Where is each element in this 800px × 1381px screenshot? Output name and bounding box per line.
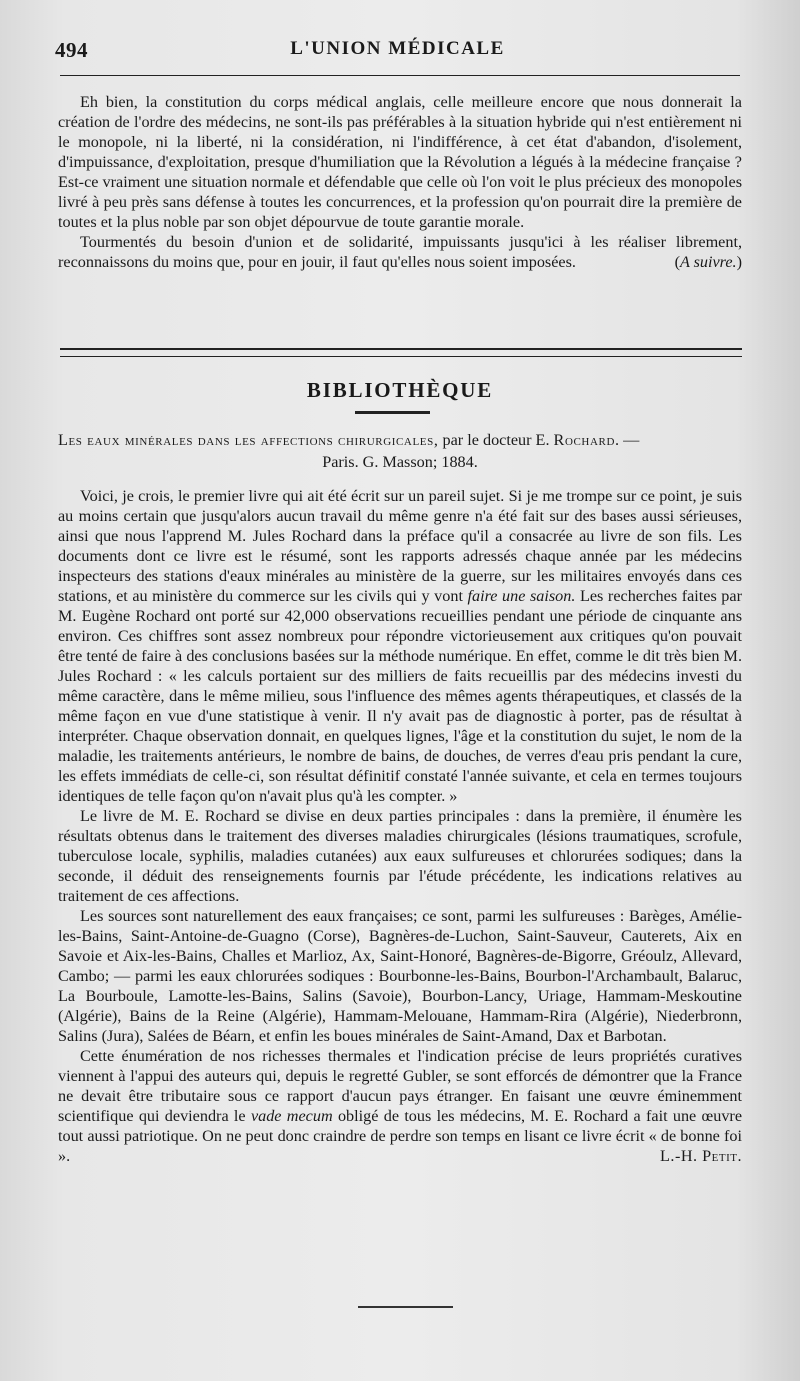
section-title: BIBLIOTHÈQUE [306,378,494,402]
book-title: Les eaux minérales dans les affections chirurgicales, [58,431,439,449]
header-rule [60,75,740,76]
book-citation [58,430,742,472]
to-be-continued-note: (A suivre.) [674,253,742,271]
review-paragraph: Le livre de M. E. Rochard se divise en deux parties principales : dans la première, il énumère les résultats obtenus dans le traitement des diverses maladies chirurgicales (lésions traumatiques, scrofule, tuberculose locale, syphilis, maladies cutanées) aux eaux sulfureuses et chlorurées sodiques; dans la seconde, il déduit des renseignements fournis par l'étude précédente, les indications relatives au traitement de ces affections. [58,807,742,905]
citation-line-1: Les eaux minérales dans les affections chirurgicales, par le docteur E. Rochard. — [58,431,640,449]
page-header [55,38,740,68]
review-paragraph: Voici, je crois, le premier livre qui ait été écrit sur un pareil sujet. Si je me trompe sur ce point, je suis au moins certain que jusqu'alors aucun travail du même genre n'a été fait sur des bases aussi sérieuses, ainsi que nous l'apprend M. Jules Rochard dans la préface qu'il a consacrée au livre de son fils. Les documents dont ce livre est le résumé, sont les rapports adressés chaque année par les médecins inspecteurs des stations d'eaux minérales au ministère de la guerre, sur les militaires envoyés dans ces stations, et au ministère du commerce sur les civils qui y vont faire une saison. Les recherches faites par M. Eugène Rochard ont porté sur 42,000 observations recueillies pendant une période de cinquante ans environ. Ces chiffres sont assez nombreux pour répondre victorieusement aux critiques qu'on pouvait être tenté de faire à des conclusions basées sur la méthode numérique. En effet, comme le dit très bien M. Jules Rochard : « les calculs portaient sur des milliers de faits recueillis par des médecins investi du même caractère, dans le même milieu, sous l'influence des mêmes agents thérapeutiques, et classés de la même façon en vue d'une statistique à venir. Il n'y avait pas de diagnostic à porter, pas de résultat à interpréter. Chaque observation donnait, en quelques lignes, l'âge et la constitution du sujet, le nom de la maladie, les traitements antérieurs, le nombre de bains, de douches, de verres d'eau pris pendant la cure, les effets immédiats de celle-ci, son résultat définitif constaté l'année suivante, et cela en termes toujours identiques de telle façon qu'on n'avait plus qu'à les compter. » [58,487,742,805]
book-author: Rochard [553,431,615,449]
book-review [58,486,742,1166]
title-underline [355,411,430,414]
article-paragraph [58,232,742,272]
article-paragraph-text: Tourmentés du besoin d'union et de solidarité, impuissants jusqu'ici à les réaliser librement, reconnaissons du moins que, pour en jouir, il faut qu'elles nous soient imposées. [58,233,742,271]
section-divider [60,348,742,357]
reviewer-signature: L.-H. Petit. [660,1147,742,1165]
book-publisher: Paris. G. Masson; 1884. [322,453,478,471]
footer-rule [358,1306,453,1308]
page-number: 494 [55,38,88,62]
review-paragraph: Cette énumération de nos richesses thermales et l'indication précise de leurs propriétés curatives viennent à l'appui des auteurs qui, depuis le regretté Gubler, se sont efforcés de démontrer que la France ne devait être tributaire sous ce rapport d'aucun pays étranger. En faisant une œuvre éminemment scientifique qui deviendra le vade mecum obligé de tous les médecins, M. E. Rochard a fait une œuvre tout aussi patriotique. On ne peut donc craindre de perdre son temps en lisant ce livre écrit « de bonne foi ». L.-H. Petit. [58,1047,743,1165]
article-paragraph: Eh bien, la constitution du corps médical anglais, celle meilleure encore que nous donnerait la création de l'ordre des médecins, ne sont-ils pas préférables à la situation hybride qui n'est entièrement ni le monopole, ni la liberté, ni la considération, ni l'indifférence, à cet état d'abandon, d'isolement, d'impuissance, d'exploitation, presque d'humiliation que la Révolution a légués à la médecine française ? Est-ce vraiment une situation normale et défendable que celle où l'on voit le plus précieux des monopoles livré à peu près sans défense à toutes les concurrences, et la profession qu'on pourrait dire la première de toutes et la plus noble par son objet dépourvue de toute garantie morale. [58,93,742,231]
book-author-prefix: par le docteur E. [438,431,554,449]
review-paragraph: Les sources sont naturellement des eaux françaises; ce sont, parmi les sulfureuses : Barèges, Amélie-les-Bains, Saint-Antoine-de-Guagno (Corse), Bagnères-de-Luchon, Saint-Sauveur, Cauterets, Aix en Savoie et Aix-les-Bains, Challes et Marlioz, Ax, Saint-Honoré, Bagnères-de-Bigorre, Gréoulz, Allevard, Cambo; — parmi les eaux chlorurées sodiques : Bourbonne-les-Bains, Bourbon-l'Archambault, Balaruc, La Bourboule, Lamotte-les-Bains, Salins (Savoie), Bourbon-Lancy, Uriage, Hammam-Meskoutine (Algérie), Bains de la Reine (Algérie), Hammam-Melouane, Hammam-Rira (Algérie), Niederbronn, Salins (Jura), Salées de Béarn, et enfin les boues minérales de Saint-Amand, Dax et Barbotan. [58,907,742,1045]
continued-article [58,92,742,272]
running-title: L'UNION MÉDICALE [290,38,505,59]
